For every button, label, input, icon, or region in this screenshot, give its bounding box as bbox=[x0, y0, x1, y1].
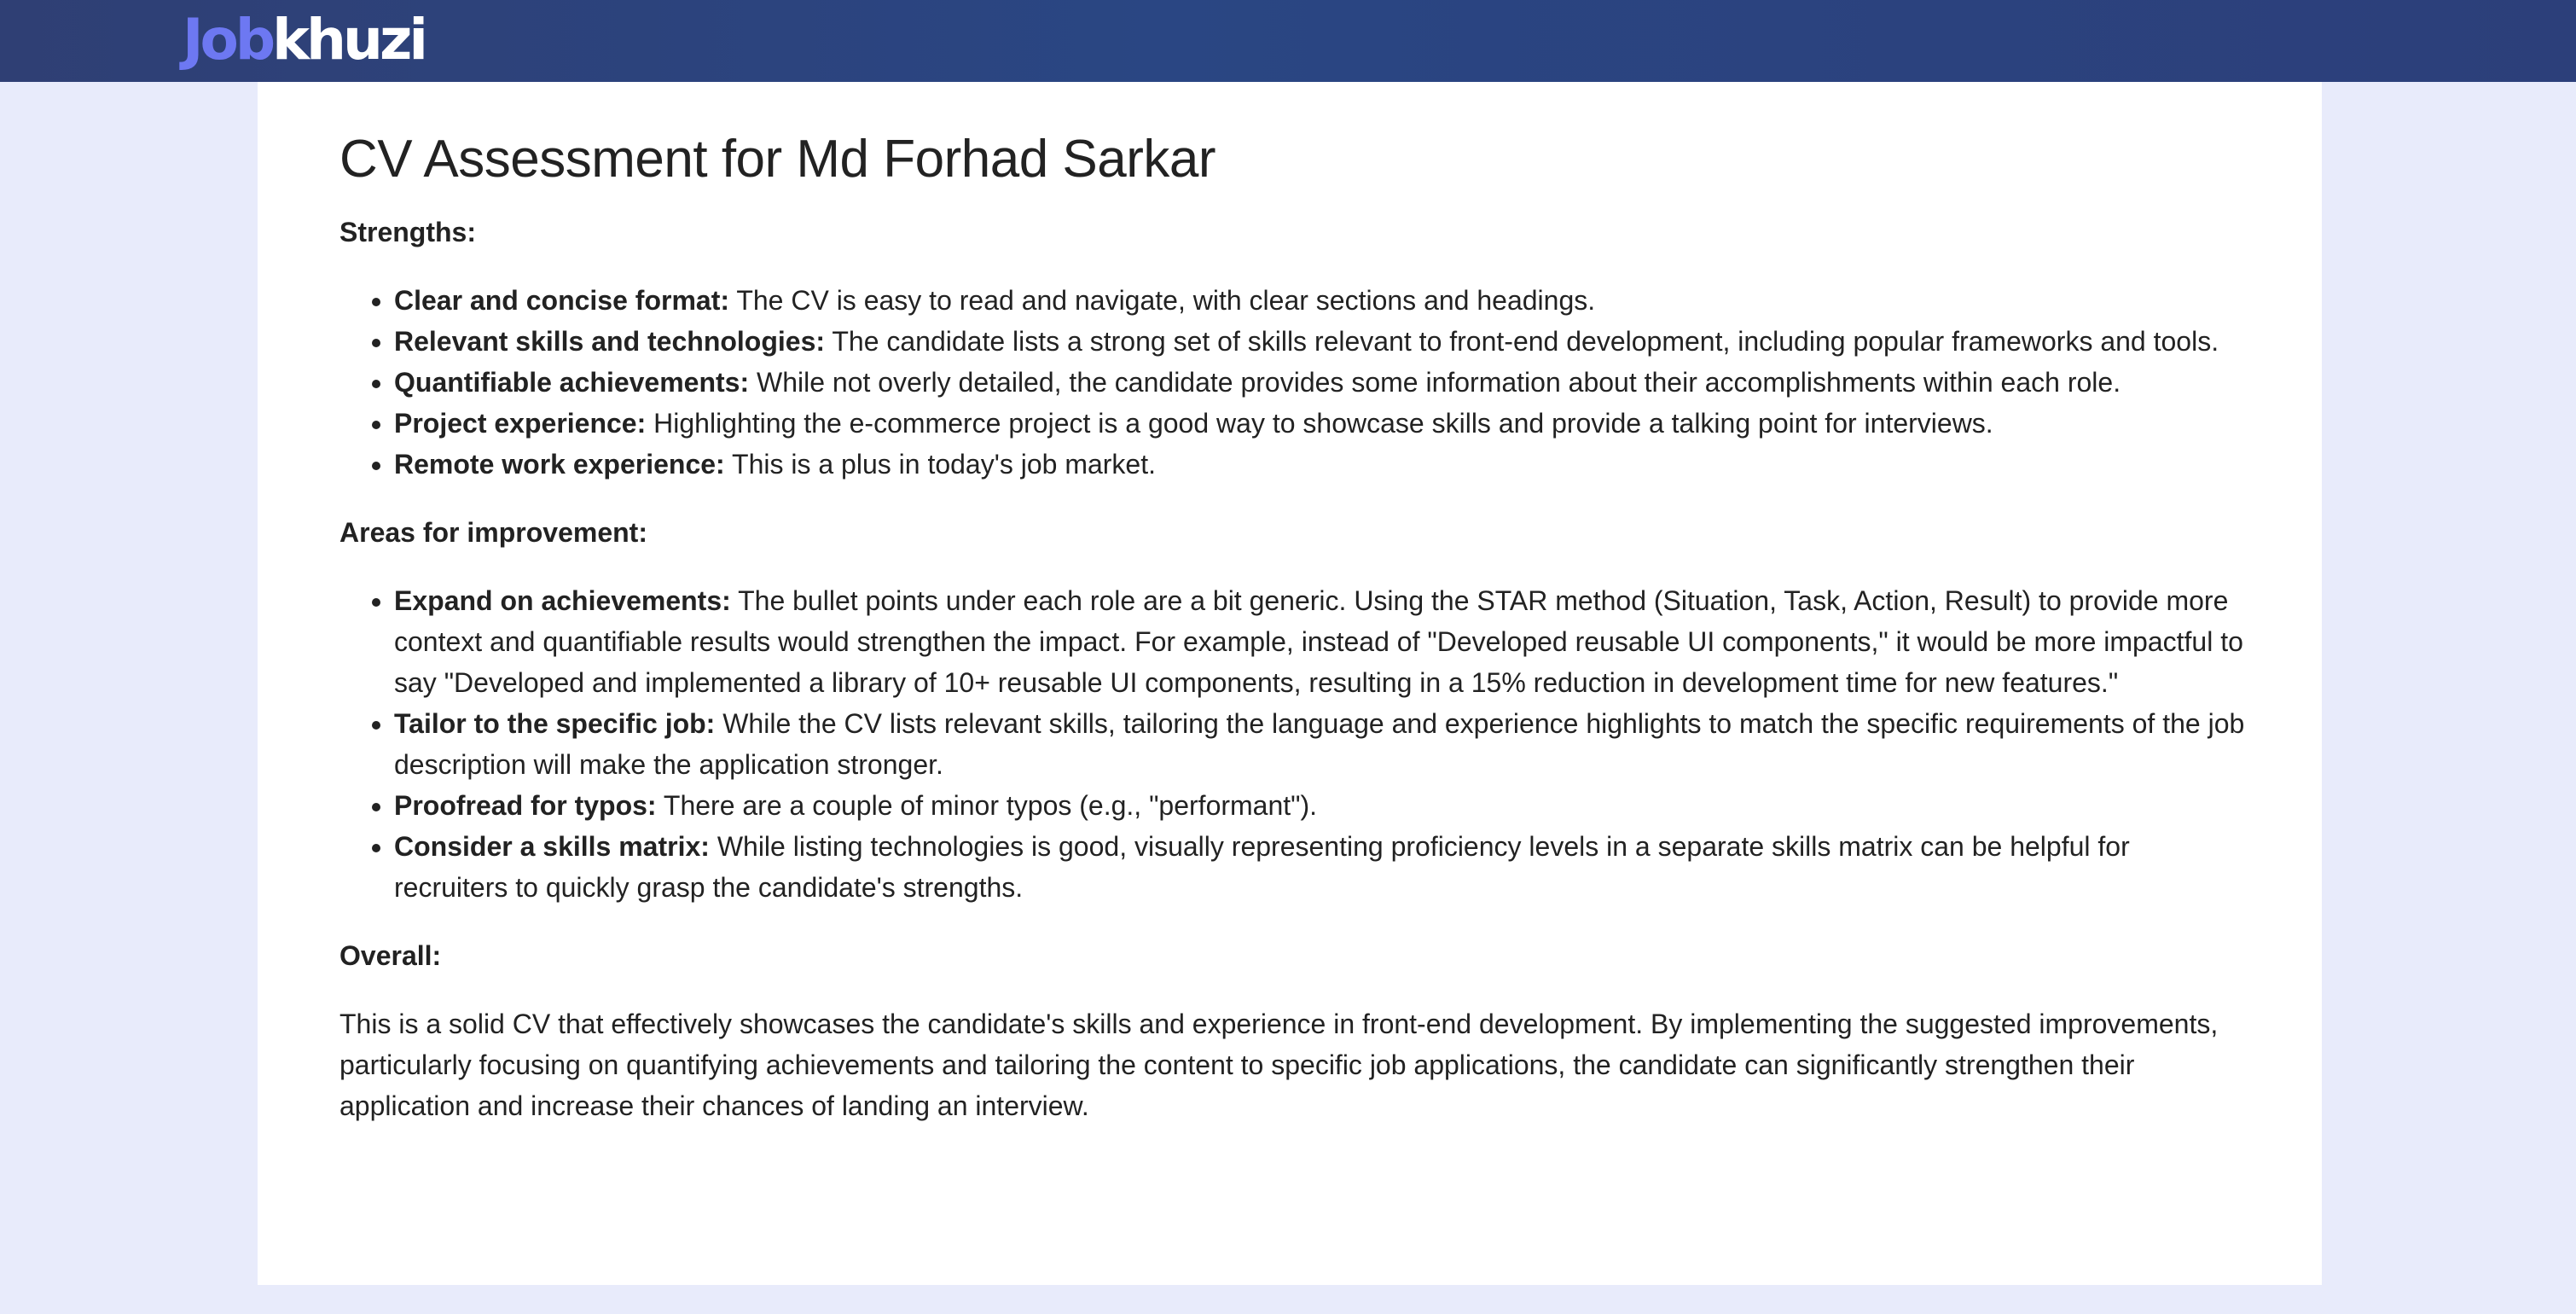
list-item-text: The CV is easy to read and navigate, with clear sections and headings. bbox=[729, 285, 1596, 317]
list-item-label: Expand on achievements: bbox=[394, 585, 731, 617]
list-item-label: Clear and concise format: bbox=[394, 285, 729, 317]
list-item-label: Project experience: bbox=[394, 408, 647, 439]
list-item-text: While the CV lists relevant skills, tailoring the language and experience highlights to match the specific requirements of the job description will make the application stronger. bbox=[394, 708, 2245, 781]
list-item bbox=[394, 785, 2250, 826]
assessment-content bbox=[339, 128, 2250, 1126]
list-item bbox=[394, 362, 2250, 403]
top-navbar bbox=[0, 0, 2576, 82]
list-item bbox=[394, 403, 2250, 444]
list-item-text: There are a couple of minor typos (e.g., "performant"). bbox=[656, 790, 1318, 822]
list-item-label: Consider a skills matrix: bbox=[394, 831, 710, 863]
list-item-text: While listing technologies is good, visually representing proficiency levels in a separate skills matrix can be helpful for recruiters to quickly grasp the candidate's strengths. bbox=[394, 831, 2130, 904]
list-item-label: Tailor to the specific job: bbox=[394, 708, 716, 740]
list-item bbox=[394, 321, 2250, 362]
list-item-text: The bullet points under each role are a bit generic. Using the STAR method (Situation, Task, Action, Result) to provide more context and quantifiable results would strengthen the impact. For example, instead of "Developed reusable UI components," it would be more impactful to say "Developed and implemented a library of 10+ reusable UI components, resulting in a 15% reduction in development time for new features." bbox=[394, 585, 2243, 699]
logo-text-khuzi: khuzi bbox=[272, 7, 426, 73]
list-item-label: Remote work experience: bbox=[394, 449, 725, 480]
list-item-label: Quantifiable achievements: bbox=[394, 367, 750, 398]
logo-text-job: Job bbox=[183, 7, 273, 73]
list-item-text: The candidate lists a strong set of skills relevant to front-end development, including popular frameworks and tools. bbox=[825, 326, 2219, 358]
list-item-text: This is a plus in today's job market. bbox=[724, 449, 1156, 480]
list-item-text: Highlighting the e-commerce project is a good way to showcase skills and provide a talking point for interviews. bbox=[646, 408, 1993, 439]
assessment-card bbox=[258, 82, 2322, 1285]
list-item bbox=[394, 826, 2250, 908]
page-title: CV Assessment for Md Forhad Sarkar bbox=[339, 130, 1216, 189]
jobkhuzi-logo[interactable] bbox=[183, 7, 426, 73]
list-item bbox=[394, 703, 2250, 785]
overall-summary: This is a solid CV that effectively showcases the candidate's skills and experience in front-end development. By implementing the suggested improvements, particularly focusing on quantifying achievements and tailoring the content to specific job applications, the candidate can significantly strengthen their application and increase their chances of landing an interview. bbox=[339, 1009, 2219, 1122]
list-item bbox=[394, 280, 2250, 321]
improvements-heading: Areas for improvement: bbox=[339, 517, 647, 549]
list-item-label: Relevant skills and technologies: bbox=[394, 326, 826, 358]
overall-heading: Overall: bbox=[339, 940, 442, 972]
list-item-text: While not overly detailed, the candidate provides some information about their accomplishments within each role. bbox=[749, 367, 2121, 398]
improvements-list bbox=[339, 580, 2250, 908]
strengths-heading: Strengths: bbox=[339, 217, 476, 248]
strengths-list bbox=[339, 280, 2250, 485]
list-item bbox=[394, 444, 2250, 485]
list-item-label: Proofread for typos: bbox=[394, 790, 657, 822]
list-item bbox=[394, 580, 2250, 703]
